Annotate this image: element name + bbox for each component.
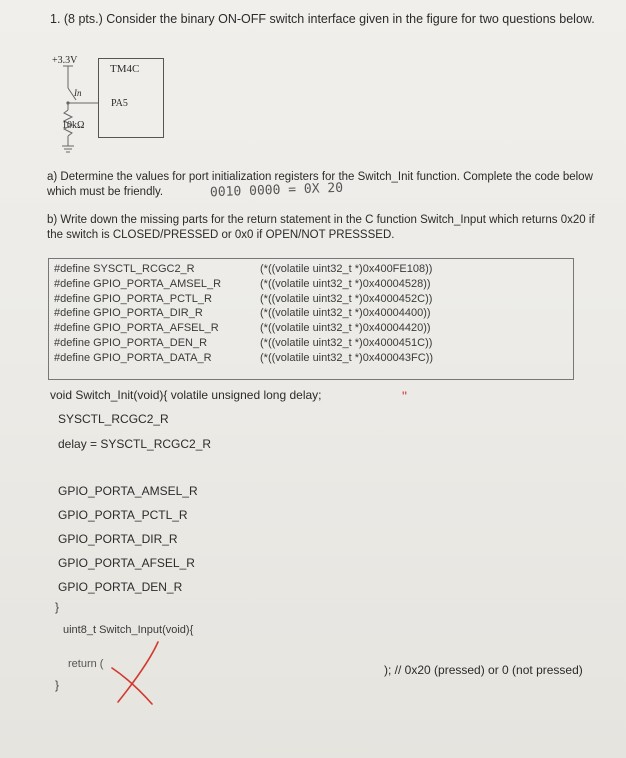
handwritten-answer: 0010 0000 = 0X 20 — [209, 180, 344, 201]
define-name: #define GPIO_PORTA_PCTL_R — [54, 292, 212, 305]
init-statement: delay = SYSCTL_RCGC2_R — [58, 437, 212, 451]
handwritten-mark: " — [402, 388, 407, 404]
define-value: (*((volatile uint32_t *)0x40004528)) — [260, 277, 431, 290]
switch-input-signature: uint8_t Switch_Input(void){ — [63, 624, 194, 636]
switch-init-signature: void Switch_Init(void){ volatile unsigned long delay; — [50, 388, 322, 402]
define-value: (*((volatile uint32_t *)0x40004400)) — [260, 307, 431, 320]
define-name: #define SYSCTL_RCGC2_R — [54, 263, 195, 275]
init-statement: GPIO_PORTA_AMSEL_R — [58, 484, 198, 498]
define-value: (*((volatile uint32_t *)0x40004420)) — [260, 322, 431, 335]
init-statement: GPIO_PORTA_DIR_R — [58, 532, 178, 546]
define-name: #define GPIO_PORTA_DIR_R — [54, 307, 203, 320]
question-text: Consider the binary ON-OFF switch interface given in the figure for two questions below. — [106, 12, 595, 26]
question-points: 1. (8 pts.) — [50, 12, 103, 26]
define-name: #define GPIO_PORTA_DEN_R — [54, 336, 208, 349]
define-value: (*((volatile uint32_t *)0x400FE108)) — [260, 263, 433, 275]
return-open: return ( — [68, 658, 104, 670]
init-statement: SYSCTL_RCGC2_R — [58, 412, 169, 426]
define-value: (*((volatile uint32_t *)0x4000451C)) — [260, 336, 433, 349]
return-close-comment: ); // 0x20 (pressed) or 0 (not pressed) — [384, 663, 583, 677]
define-names — [54, 262, 221, 366]
define-name: #define GPIO_PORTA_AMSEL_R — [54, 277, 222, 290]
resistor-label: 10kΩ — [62, 120, 85, 131]
init-statement: GPIO_PORTA_DEN_R — [58, 580, 183, 594]
define-values — [260, 262, 433, 366]
part-a-text: a) Determine the values for port initialization registers for the Switch_Init function. Complete the code below which must be friendly. — [47, 171, 593, 198]
supply-voltage-label: +3.3V — [52, 55, 78, 66]
define-name: #define GPIO_PORTA_DATA_R — [54, 351, 212, 364]
define-value: (*((volatile uint32_t *)0x400043FC)) — [260, 351, 434, 364]
input-close-brace: } — [55, 678, 60, 692]
init-statement: GPIO_PORTA_PCTL_R — [58, 508, 188, 522]
part-b-text: b) Write down the missing parts for the return statement in the C function Switch_Input which returns 0x20 if the switch is CLOSED/PRESSED or 0x0 if OPEN/NOT PRESSSED. — [47, 214, 595, 241]
init-statement: GPIO_PORTA_AFSEL_R — [58, 556, 195, 570]
input-label: In — [74, 88, 82, 98]
init-close-brace: } — [55, 600, 60, 614]
question-title — [50, 12, 595, 26]
define-name: #define GPIO_PORTA_AFSEL_R — [54, 322, 219, 335]
pin-label: PA5 — [111, 98, 128, 109]
red-x-mark — [104, 636, 164, 706]
chip-label: TM4C — [110, 63, 140, 75]
define-value: (*((volatile uint32_t *)0x4000452C)) — [260, 292, 433, 305]
